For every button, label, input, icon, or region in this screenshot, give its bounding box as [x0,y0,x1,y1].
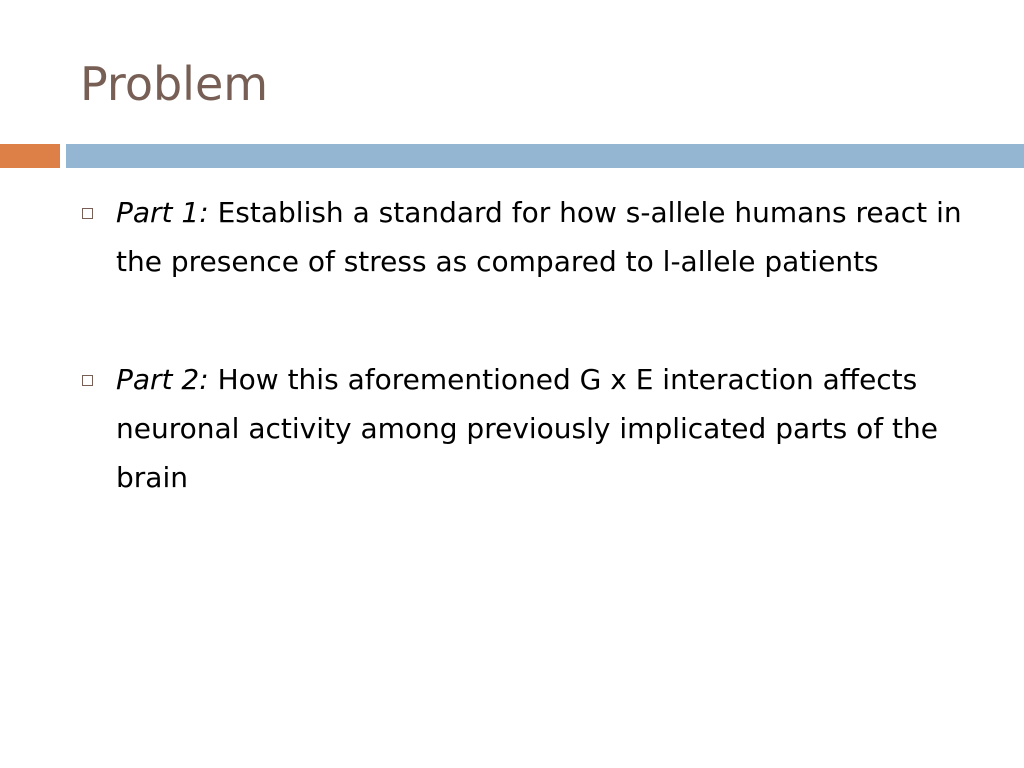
bullet-item-part-1 [82,188,982,286]
title-accent-bar [0,144,60,168]
title-divider-bar [66,144,1024,168]
square-outline-icon [82,375,93,386]
bullet-text: How this aforementioned G x E interaction affects neuronal activity among previously implicated parts of the brain [116,363,938,494]
bullet-item-part-2 [82,355,982,502]
square-outline-icon [82,208,93,219]
bullet-text: Establish a standard for how s-allele humans react in the presence of stress as compared to l-allele patients [116,196,962,278]
bullet-list [82,188,982,502]
bullet-label: Part 2: [116,363,209,396]
bullet-label: Part 1: [116,196,209,229]
slide-title: Problem [80,57,269,111]
